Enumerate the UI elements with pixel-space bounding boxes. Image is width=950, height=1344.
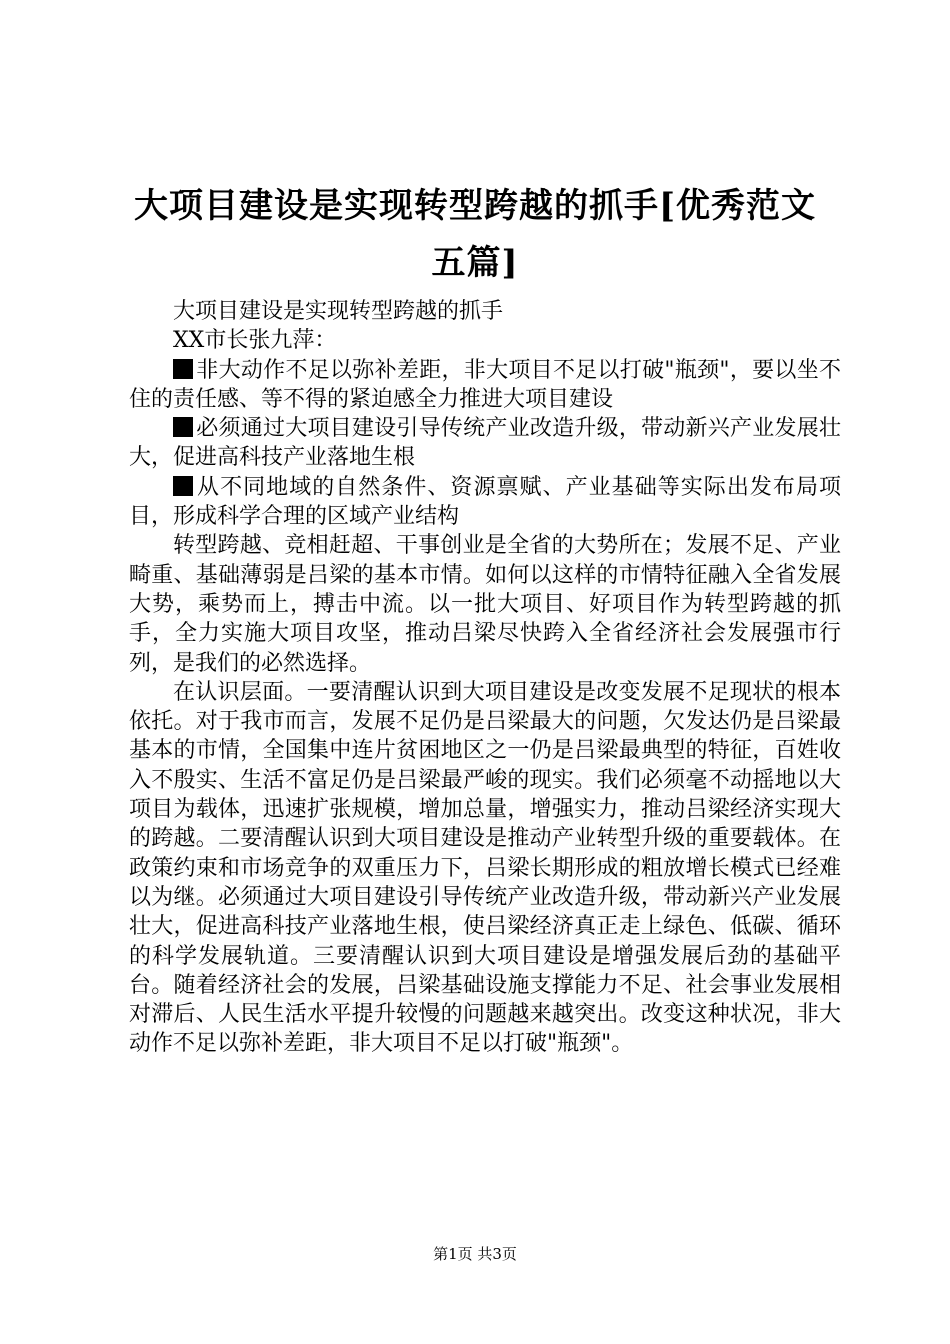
paragraph-text: 必须通过大项目建设引导传统产业改造升级，带动新兴产业发展壮大，促进高科技产业落地生根 bbox=[129, 416, 841, 471]
paragraph-subtitle bbox=[129, 297, 841, 326]
paragraph-bullet-3 bbox=[129, 473, 841, 532]
document-body bbox=[129, 297, 841, 1059]
paragraph-text: 在认识层面。一要清醒认识到大项目建设是改变发展不足现状的根本依托。对于我市而言，发展不足仍是吕梁最大的问题，欠发达仍是吕梁最基本的市情，全国集中连片贫困地区之一仍是吕梁最典型的特征，百姓收入不殷实、生活不富足仍是吕梁最严峻的现实。我们必须毫不动摇地以大项目为载体，迅速扩张规模，增加总量，增强实力，推动吕梁经济实现大的跨越。二要清醒认识到大项目建设是推动产业转型升级的重要载体。在政策约束和市场竞争的双重压力下，吕梁长期形成的粗放增长模式已经难以为继。必须通过大项目建设引导传统产业改造升级，带动新兴产业发展壮大，促进高科技产业落地生根，使吕梁经济真正走上绿色、低碳、循环的科学发展轨道。三要清醒认识到大项目建设是增强发展后劲的基础平台。随着经济社会的发展，吕梁基础设施支撑能力不足、社会事业发展相对滞后、人民生活水平提升较慢的问题越来越突出。改变这种状况，非大动作不足以弥补差距，非大项目不足以打破"瓶颈"。 bbox=[129, 679, 841, 1057]
paragraph-text: 转型跨越、竞相赶超、干事创业是全省的大势所在；发展不足、产业畸重、基础薄弱是吕梁的基本市情。如何以这样的市情特征融入全省发展大势，乘势而上，搏击中流。以一批大项目、好项目作为转型跨越的抓手，全力实施大项目攻坚，推动吕梁尽快跨入全省经济社会发展强市行列，是我们的必然选择。 bbox=[129, 533, 841, 676]
paragraph-body-1 bbox=[129, 531, 841, 677]
page-number-footer: 第1页 共3页 bbox=[433, 1245, 517, 1263]
paragraph-body-2 bbox=[129, 678, 841, 1059]
document-title: 大项目建设是实现转型跨越的抓手[优秀范文五篇] bbox=[133, 186, 817, 283]
paragraph-text: 大项目建设是实现转型跨越的抓手 bbox=[173, 299, 504, 324]
paragraph-bullet-2 bbox=[129, 414, 841, 473]
paragraph-text: 非大动作不足以弥补差距，非大项目不足以打破"瓶颈"，要以坐不住的责任感、等不得的紧迫感全力推进大项目建设 bbox=[129, 357, 841, 412]
paragraph-text: XX市长张九萍： bbox=[173, 328, 337, 354]
paragraph-text: 从不同地域的自然条件、资源禀赋、产业基础等实际出发布局项目，形成科学合理的区域产业结构 bbox=[129, 474, 841, 530]
paragraph-bullet-1 bbox=[129, 356, 841, 415]
square-bullet-icon bbox=[173, 417, 193, 437]
square-bullet-icon bbox=[173, 476, 193, 496]
square-bullet-icon bbox=[173, 359, 193, 379]
paragraph-author bbox=[129, 326, 841, 355]
